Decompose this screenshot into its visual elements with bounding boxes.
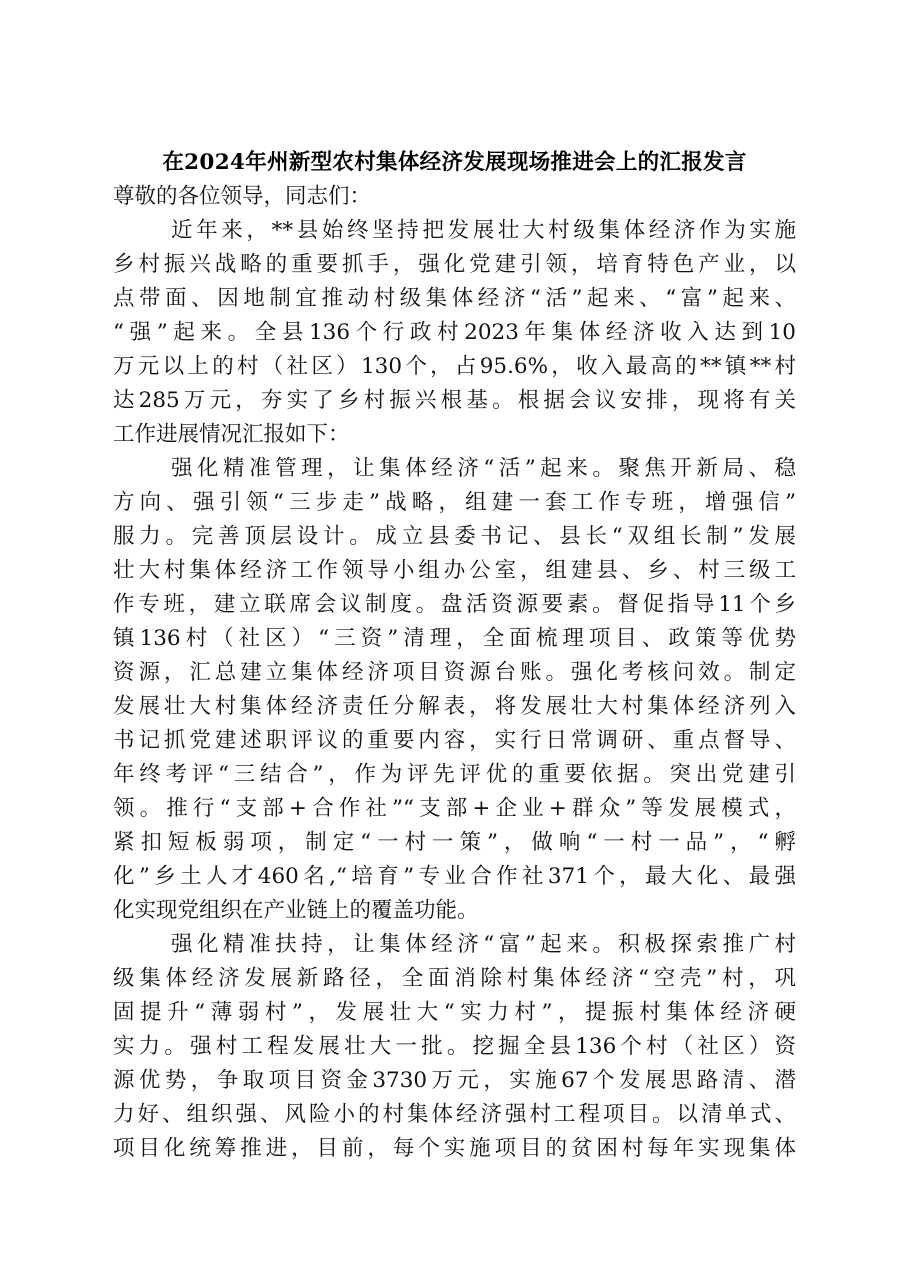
- text-line: 书记抓党建述职评议的重要内容，实行日常调研、重点督导、: [113, 728, 796, 753]
- text-line: 点带面、因地制宜推动村级集体经济“活”起来、“富”起来、: [113, 286, 796, 311]
- text-line: 万元以上的村（社区）130个，占95.6%，收入最高的**镇**村: [113, 354, 796, 379]
- text-line: 壮大村集体经济工作领导小组办公室，组建县、乡、村三级工: [113, 558, 796, 583]
- text-line: 力好、组织强、风险小的村集体经济强村工程项目。以清单式、: [113, 1102, 796, 1127]
- text-line: 实力。强村工程发展壮大一批。挖掘全县136个村（社区）资: [113, 1034, 796, 1059]
- text-line: 项目化统筹推进，目前，每个实施项目的贫困村每年实现集体: [113, 1136, 796, 1161]
- text-line: 镇136村（社区）“三资”清理，全面梳理项目、政策等优势: [113, 626, 796, 651]
- text-line: 资源，汇总建立集体经济项目资源台账。强化考核问效。制定: [113, 660, 796, 685]
- text-line: 强化精准管理，让集体经济“活”起来。聚焦开新局、稳: [171, 456, 796, 481]
- text-line: 源优势，争取项目资金3730万元，实施67个发展思路清、潜: [113, 1068, 796, 1093]
- greeting: 尊敬的各位领导，同志们：: [113, 184, 372, 209]
- text-line: 服力。完善顶层设计。成立县委书记、县长“双组长制”发展: [113, 524, 796, 549]
- text-line: 方向、强引领“三步走”战略，组建一套工作专班，增强信”: [113, 490, 796, 515]
- document-title: 在2024年州新型农村集体经济发展现场推进会上的汇报发言: [162, 150, 747, 175]
- text-line: 级集体经济发展新路径，全面消除村集体经济“空壳”村，巩: [113, 966, 796, 991]
- text-line: 年终考评“三结合”，作为评先评优的重要依据。突出党建引: [113, 762, 796, 787]
- text-line: 达285万元，夯实了乡村振兴根基。根据会议安排，现将有关: [113, 388, 796, 413]
- text-line: 固提升“薄弱村”，发展壮大“实力村”，提振村集体经济硬: [113, 1000, 796, 1025]
- text-line: 乡村振兴战略的重要抓手，强化党建引领，培育特色产业，以: [113, 252, 796, 277]
- text-line: “强”起来。全县136个行政村2023年集体经济收入达到10: [113, 320, 796, 345]
- text-line: 作专班，建立联席会议制度。盘活资源要素。督促指导11个乡: [113, 592, 796, 617]
- text-line: 强化精准扶持，让集体经济“富”起来。积极探索推广村: [171, 932, 796, 957]
- text-line: 工作进展情况汇报如下：: [113, 422, 350, 447]
- text-line: 领。推行“支部+合作社”“支部+企业+群众”等发展模式，: [113, 796, 796, 821]
- text-line: 化实现党组织在产业链上的覆盖功能。: [113, 898, 479, 923]
- text-line: 近年来，**县始终坚持把发展壮大村级集体经济作为实施: [171, 218, 796, 243]
- text-line: 发展壮大村集体经济责任分解表，将发展壮大村集体经济列入: [113, 694, 796, 719]
- text-line: 紧扣短板弱项，制定“一村一策”，做响“一村一品”，“孵: [113, 830, 796, 855]
- text-line: 化”乡土人才460名,“培育”专业合作社371个，最大化、最强: [113, 864, 796, 889]
